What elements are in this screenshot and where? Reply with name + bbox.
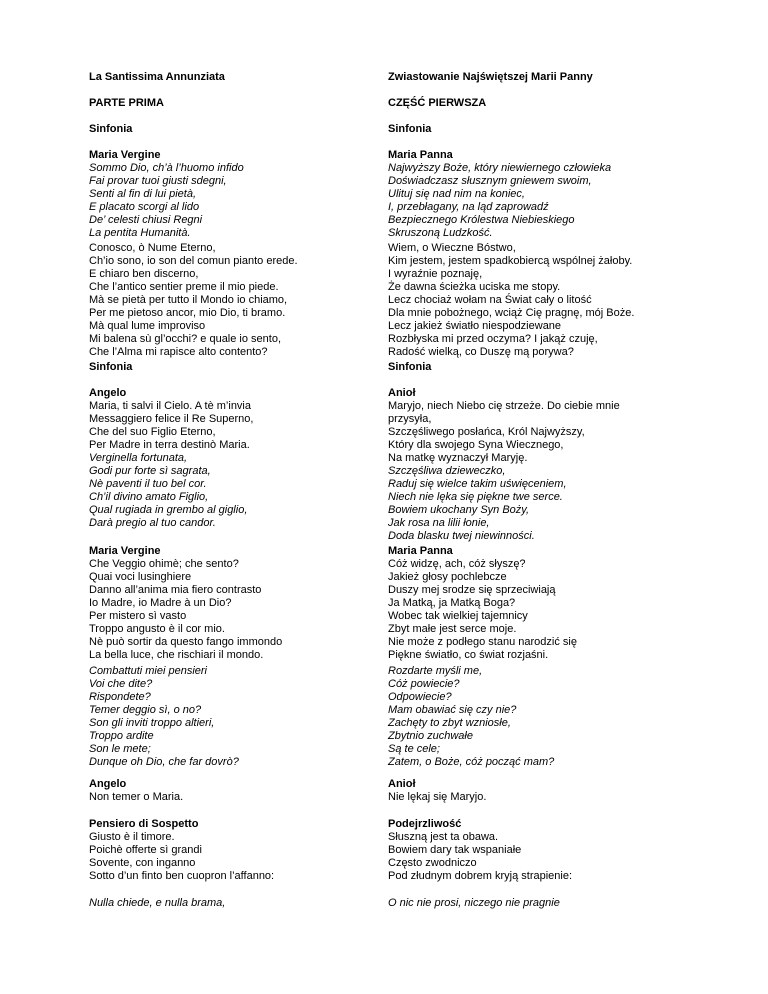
- polish-stanza-2: [388, 242, 688, 359]
- text-line: Verginella fortunata,: [89, 452, 188, 464]
- text-line: Che l’Alma mi rapisce alto contento?: [89, 346, 268, 358]
- text-line: Temer deggio sì, o no?: [89, 704, 202, 716]
- text-line: Per Madre in terra destinò Maria.: [89, 439, 250, 451]
- text-line: Na matkę wyznaczył Maryję.: [388, 452, 528, 464]
- text-line: Ch’il divino amato Figlio,: [89, 491, 209, 503]
- text-line: Pod złudnym dobrem kryją strapienie:: [388, 870, 573, 882]
- text-line: Per me pietoso ancor, mio Dio, ti bramo.: [89, 307, 286, 319]
- text-line: Wiem, o Wieczne Bóstwo,: [388, 242, 516, 254]
- stanza-lines: [388, 558, 688, 662]
- text-line: Rozdarte myśli me,: [388, 665, 483, 677]
- text-line: Raduj się wielce takim uświęceniem,: [388, 478, 567, 490]
- text-line: Ja Matką, ja Matką Boga?: [388, 597, 516, 609]
- italian-title: La Santissima Annunziata: [89, 71, 225, 83]
- text-line: Lecz jakież światło niespodziewane: [388, 320, 562, 332]
- speaker-label: Angelo: [89, 387, 127, 399]
- text-line: E placato scorgi al lido: [89, 201, 200, 213]
- speaker-label: Angelo: [89, 778, 127, 790]
- text-line: Najwyższy Boże, który niewiernego człowieka: [388, 162, 612, 174]
- text-line: Sovente, con inganno: [89, 857, 196, 869]
- text-line: przysyła,: [388, 413, 432, 425]
- stanza-lines: [388, 831, 688, 883]
- stanza-lines: [89, 791, 379, 804]
- polish-stanza-3: [388, 387, 688, 543]
- text-line: Giusto è il timore.: [89, 831, 175, 843]
- text-line: Fai provar tuoi giusti sdegni,: [89, 175, 227, 187]
- italian-stanza-8: [89, 897, 379, 910]
- text-line: Kim jestem, jestem spadkobiercą wspólnej żałoby.: [388, 255, 633, 267]
- italian-stanza-4: [89, 545, 379, 662]
- text-line: Dunque oh Dio, che far dovrò?: [89, 756, 239, 768]
- text-line: Jak rosa na lilii łonie,: [388, 517, 490, 529]
- speaker-label: Podejrzliwość: [388, 818, 462, 830]
- text-line: Troppo ardite: [89, 730, 154, 742]
- text-line: Senti al fin di lui pietà,: [89, 188, 197, 200]
- text-line: Qual rugiada in grembo al giglio,: [89, 504, 248, 516]
- text-line: Mam obawiać się czy nie?: [388, 704, 517, 716]
- text-line: Mi balena sù gl’occhi? e quale io sento,: [89, 333, 282, 345]
- text-line: O nic nie prosi, niczego nie pragnie: [388, 897, 560, 909]
- text-line: Nè può sortir da questo fango immondo: [89, 636, 283, 648]
- text-line: Sotto d’un finto ben cuopron l’affanno:: [89, 870, 275, 882]
- polish-stanza-8: [388, 897, 688, 910]
- speaker-label: Maria Panna: [388, 149, 453, 161]
- text-line: Son le mete;: [89, 743, 151, 755]
- text-line: Bowiem ukochany Syn Boży,: [388, 504, 530, 516]
- stanza-lines: [388, 162, 688, 240]
- text-line: E chiaro ben discerno,: [89, 268, 199, 280]
- text-line: Są te cele;: [388, 743, 440, 755]
- text-line: Zbytnio zuchwałe: [388, 730, 473, 742]
- text-line: Bezpiecznego Królestwa Niebieskiego: [388, 214, 575, 226]
- text-line: Bowiem dary tak wspaniałe: [388, 844, 522, 856]
- speaker-label: Anioł: [388, 778, 416, 790]
- stanza-lines: [89, 558, 379, 662]
- italian-stanza-5: [89, 665, 379, 769]
- text-line: Jakież głosy pochlebcze: [388, 571, 507, 583]
- italian-part-heading: PARTE PRIMA: [89, 97, 164, 109]
- stanza-lines: [388, 791, 688, 804]
- text-line: I, przebłagany, na ląd zaprowadź: [388, 201, 549, 213]
- italian-stanza-6: [89, 778, 379, 804]
- italian-sinfonia-1: Sinfonia: [89, 123, 133, 135]
- text-line: Io Madre, io Madre à un Dio?: [89, 597, 232, 609]
- text-line: Doświadczasz słusznym gniewem swoim,: [388, 175, 592, 187]
- text-line: Lecz chociaż wołam na Świat cały o litość: [388, 294, 592, 306]
- text-line: Odpowiecie?: [388, 691, 452, 703]
- text-line: Nulla chiede, e nulla brama,: [89, 897, 226, 909]
- text-line: Darà pregio al tuo candor.: [89, 517, 216, 529]
- italian-stanza-1: [89, 149, 379, 240]
- text-line: Wobec tak wielkiej tajemnicy: [388, 610, 528, 622]
- text-line: Zachęty to zbyt wzniosłe,: [388, 717, 511, 729]
- polish-stanza-5: [388, 665, 688, 769]
- text-line: Voi che dite?: [89, 678, 153, 690]
- text-line: Maryjo, niech Niebo cię strzeże. Do ciebie mnie: [388, 400, 620, 412]
- text-line: Cóż powiecie?: [388, 678, 460, 690]
- text-line: Piękne światło, co świat rozjaśni.: [388, 649, 549, 661]
- text-line: Ulituj się nad nim na koniec,: [388, 188, 525, 200]
- text-line: De’ celesti chiusi Regni: [89, 214, 203, 226]
- text-line: Szczęśliwego posłańca, Król Najwyższy,: [388, 426, 585, 438]
- polish-sinfonia-1: Sinfonia: [388, 123, 432, 135]
- speaker-label: Anioł: [388, 387, 416, 399]
- italian-stanza-2: [89, 242, 379, 359]
- stanza-lines: [89, 162, 379, 240]
- text-line: Zbyt małe jest serce moje.: [388, 623, 517, 635]
- aria-lines: [89, 452, 379, 530]
- polish-title: Zwiastowanie Najświętszej Marii Panny: [388, 71, 593, 83]
- italian-stanza-7: [89, 818, 379, 883]
- text-line: Doda blasku twej niewinności.: [388, 530, 535, 542]
- text-line: La bella luce, che rischiari il mondo.: [89, 649, 264, 661]
- polish-sinfonia-2: Sinfonia: [388, 361, 432, 373]
- text-line: Mà se pietà per tutto il Mondo io chiamo,: [89, 294, 288, 306]
- text-line: Niech nie lęka się piękne twe serce.: [388, 491, 563, 503]
- polish-stanza-7: [388, 818, 688, 883]
- text-line: Conosco, ò Nume Eterno,: [89, 242, 216, 254]
- speaker-label: Pensiero di Sospetto: [89, 818, 199, 830]
- text-line: Che l’antico sentier preme il mio piede.: [89, 281, 279, 293]
- text-line: Który dla swojego Syna Wiecznego,: [388, 439, 564, 451]
- text-line: Non temer o Maria.: [89, 791, 184, 803]
- text-line: Troppo angusto è il cor mio.: [89, 623, 225, 635]
- text-line: Sommo Dio, ch’à l’huomo infido: [89, 162, 244, 174]
- text-line: La pentita Humanità.: [89, 227, 191, 239]
- text-line: Nie może z podłego stanu narodzić się: [388, 636, 577, 648]
- text-line: Dla mnie pobożnego, wciąż Cię pragnę, mój Boże.: [388, 307, 635, 319]
- text-line: Maria, ti salvi il Cielo. A tè m’invia: [89, 400, 251, 412]
- text-line: Che Veggio ohimè; che sento?: [89, 558, 239, 570]
- text-line: Poichè offerte sì grandi: [89, 844, 202, 856]
- text-line: I wyraźnie poznaję,: [388, 268, 483, 280]
- polish-stanza-1: [388, 149, 688, 240]
- text-line: Godi pur forte sì sagrata,: [89, 465, 211, 477]
- stanza-lines: [388, 400, 688, 465]
- text-line: Combattuti miei pensieri: [89, 665, 207, 677]
- text-line: Ch’io sono, io son del comun pianto erede.: [89, 255, 298, 267]
- text-line: Per mistero sì vasto: [89, 610, 187, 622]
- text-line: Nie lękaj się Maryjo.: [388, 791, 487, 803]
- text-line: Zatem, o Boże, cóż począć mam?: [388, 756, 555, 768]
- text-line: Skruszoną Ludzkość.: [388, 227, 493, 239]
- text-line: Że dawna ścieżka uciska me stopy.: [388, 281, 561, 293]
- polish-stanza-6: [388, 778, 688, 804]
- polish-part-heading: CZĘŚĆ PIERWSZA: [388, 97, 487, 109]
- text-line: Często zwodniczo: [388, 857, 477, 869]
- text-line: Cóż widzę, ach, cóż słyszę?: [388, 558, 526, 570]
- text-line: Son gli inviti troppo altieri,: [89, 717, 215, 729]
- text-line: Messaggiero felice il Re Superno,: [89, 413, 254, 425]
- polish-stanza-4: [388, 545, 688, 662]
- text-line: Słuszną jest ta obawa.: [388, 831, 499, 843]
- speaker-label: Maria Panna: [388, 545, 453, 557]
- text-line: Szczęśliwa dzieweczko,: [388, 465, 506, 477]
- text-line: Nè paventi il tuo bel cor.: [89, 478, 207, 490]
- text-line: Che del suo Figlio Eterno,: [89, 426, 216, 438]
- speaker-label: Maria Vergine: [89, 149, 161, 161]
- speaker-label: Maria Vergine: [89, 545, 161, 557]
- text-line: Quai voci lusinghiere: [89, 571, 192, 583]
- italian-stanza-3: [89, 387, 379, 530]
- text-line: Duszy mej srodze się sprzeciwiają: [388, 584, 556, 596]
- text-line: Rispondete?: [89, 691, 151, 703]
- italian-sinfonia-2: Sinfonia: [89, 361, 133, 373]
- aria-lines: [388, 465, 688, 543]
- stanza-lines: [89, 400, 379, 452]
- stanza-lines: [89, 831, 379, 883]
- text-line: Radość wielką, co Duszę mą porywa?: [388, 346, 574, 358]
- text-line: Mà qual lume improviso: [89, 320, 206, 332]
- text-line: Rozbłyska mi przed oczyma? I jakąż czuję,: [388, 333, 598, 345]
- text-line: Danno all’anima mia fiero contrasto: [89, 584, 262, 596]
